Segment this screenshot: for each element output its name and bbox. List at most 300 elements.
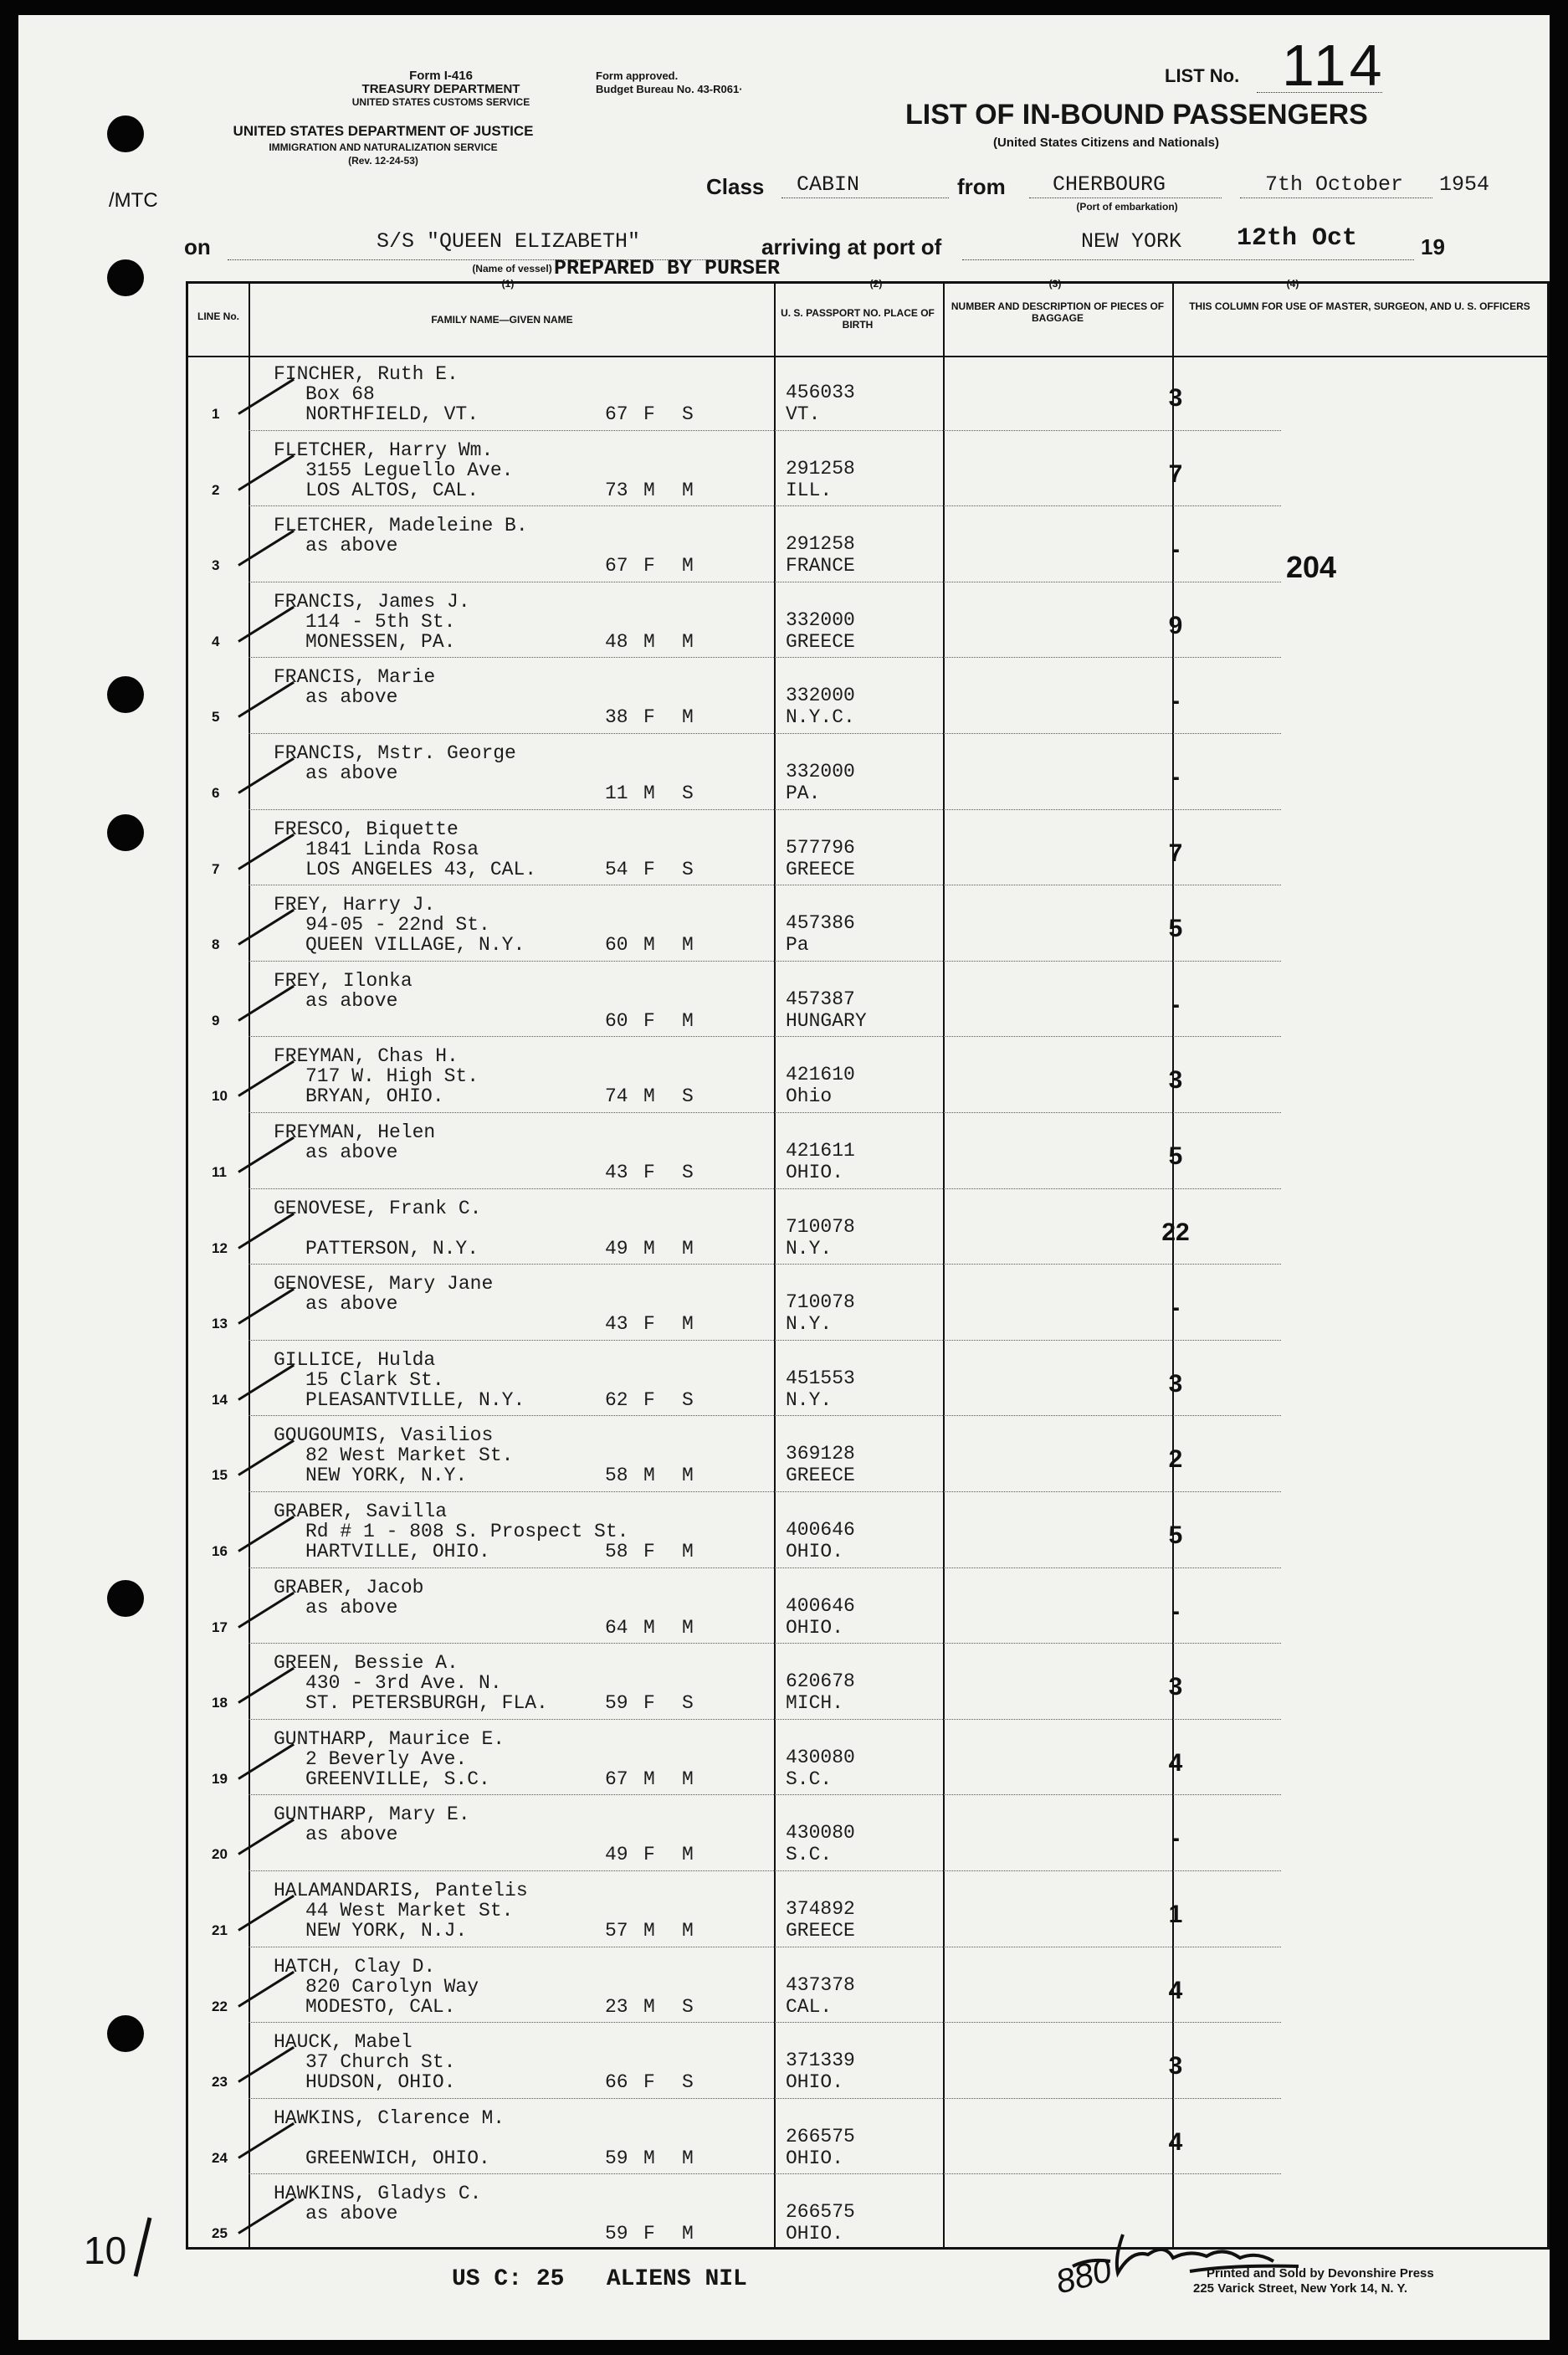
- address-line-1: 2 Beverly Ave.: [305, 1747, 468, 1770]
- age-sex-status: [605, 2147, 720, 2170]
- passport-number: 451553: [786, 1367, 855, 1389]
- address-line-2: QUEEN VILLAGE, N.Y.: [305, 934, 525, 957]
- birthplace: Pa: [786, 934, 809, 957]
- table-row: [188, 1038, 1547, 1114]
- age-sex-status: [605, 479, 720, 502]
- baggage-count: 7: [1168, 459, 1183, 488]
- passenger-name: FRANCIS, Mstr. George: [274, 742, 516, 764]
- birthplace: GREECE: [786, 1920, 855, 1942]
- vessel-caption: (Name of vessel): [472, 263, 552, 274]
- address-line-1: as above: [305, 989, 398, 1012]
- age: 67: [605, 1768, 628, 1790]
- table-row: [188, 1644, 1547, 1721]
- table-row: [188, 1417, 1547, 1493]
- baggage-count: -: [1171, 1597, 1180, 1625]
- sex: F: [643, 403, 655, 425]
- baggage-count: 4: [1168, 1748, 1183, 1777]
- age-sex-status: [605, 1691, 720, 1715]
- marital-status: M: [682, 1616, 694, 1639]
- address-line-1: as above: [305, 1142, 398, 1163]
- col-baggage: NUMBER AND DESCRIPTION OF PIECES OF BAGGAGE: [951, 300, 1165, 324]
- address-line-2: ST. PETERSBURGH, FLA.: [305, 1692, 548, 1715]
- line-number: 22: [212, 1998, 228, 2014]
- birthplace: OHIO.: [786, 2147, 844, 2169]
- birthplace: FRANCE: [786, 555, 855, 577]
- line-number: 19: [212, 1770, 228, 1787]
- punch-hole: [107, 1580, 144, 1617]
- age: 54: [605, 858, 628, 880]
- age-sex-status: [605, 1464, 720, 1487]
- marital-status: M: [682, 2147, 694, 2169]
- sex: M: [643, 1085, 655, 1108]
- passenger-name: FRESCO, Biquette: [274, 818, 459, 840]
- handwritten-number: 880: [1052, 2251, 1115, 2301]
- address-line-1: as above: [305, 1824, 398, 1846]
- sex: F: [643, 706, 655, 729]
- address-line-2: GREENWICH, OHIO.: [305, 2147, 490, 2169]
- printer-line: Printed and Sold by Devonshire Press: [1207, 2266, 1434, 2281]
- address-line-1: as above: [305, 762, 398, 784]
- marital-status: M: [682, 1009, 694, 1032]
- passenger-name: HALAMANDARIS, Pantelis: [274, 1880, 528, 1901]
- age: 59: [605, 2147, 628, 2169]
- age-sex-status: [605, 1768, 720, 1791]
- age-sex-status: [605, 1616, 720, 1639]
- line-number: 3: [212, 557, 220, 574]
- age: 38: [605, 706, 628, 729]
- passenger-name: HAWKINS, Gladys C.: [274, 2183, 482, 2205]
- age: 11: [605, 782, 628, 804]
- age: 60: [605, 1009, 628, 1032]
- line-number: 25: [212, 2225, 228, 2242]
- col-mark-4: (4): [1286, 278, 1299, 290]
- passenger-name: GRABER, Savilla: [274, 1501, 448, 1522]
- table-row: [188, 2175, 1547, 2251]
- age-sex-status: [605, 630, 720, 654]
- margin-slash: [120, 2214, 162, 2281]
- address-line-1: 37 Church St.: [305, 2051, 456, 2074]
- table-row: [188, 1872, 1547, 1948]
- age: 57: [605, 1920, 628, 1942]
- age: 64: [605, 1616, 628, 1639]
- marital-status: S: [682, 1692, 694, 1715]
- table-row: [188, 507, 1547, 583]
- passenger-name: FREY, Ilonka: [274, 969, 412, 992]
- sex: F: [643, 555, 655, 577]
- line-number: 10: [212, 1088, 228, 1105]
- address-line-2: MODESTO, CAL.: [305, 1995, 456, 2018]
- age: 23: [605, 1995, 628, 2018]
- address-line-1: 82 West Market St.: [305, 1444, 514, 1467]
- birthplace: OHIO.: [786, 1616, 844, 1639]
- document-title: LIST OF IN-BOUND PASSENGERS: [905, 99, 1368, 131]
- age: 59: [605, 1692, 628, 1715]
- passport-number: 620678: [786, 1670, 855, 1693]
- passport-number: 332000: [786, 608, 855, 631]
- baggage-count: 4: [1168, 2127, 1183, 2156]
- form-number: Form I-416: [409, 69, 473, 83]
- birthplace: CAL.: [786, 1995, 833, 2018]
- age-sex-status: [605, 1161, 720, 1184]
- age: 62: [605, 1388, 628, 1411]
- sex: M: [643, 782, 655, 804]
- address-line-1: 430 - 3rd Ave. N.: [305, 1672, 502, 1695]
- sex: F: [643, 1313, 655, 1336]
- age-sex-status: [605, 403, 720, 426]
- punch-hole: [107, 259, 144, 296]
- table-row: [188, 2100, 1547, 2176]
- baggage-count: 3: [1168, 384, 1183, 412]
- sex: M: [643, 479, 655, 501]
- birthplace: N.Y.C.: [786, 706, 855, 729]
- address-line-2: NEW YORK, N.Y.: [305, 1465, 468, 1487]
- table-row: [188, 1265, 1547, 1342]
- passport-number: 457387: [786, 988, 855, 1010]
- age-sex-status: [605, 1540, 720, 1563]
- age-sex-status: [605, 2070, 720, 2094]
- marital-status: S: [682, 1388, 694, 1411]
- table-header: [188, 284, 1547, 357]
- sex: F: [643, 1692, 655, 1715]
- address-line-1: 94-05 - 22nd St.: [305, 914, 490, 936]
- marital-status: M: [682, 479, 694, 501]
- age: 58: [605, 1465, 628, 1487]
- birthplace: HUNGARY: [786, 1009, 867, 1032]
- birthplace: S.C.: [786, 1844, 833, 1866]
- baggage-count: -: [1171, 990, 1180, 1018]
- baggage-count: 9: [1168, 611, 1183, 639]
- birthplace: S.C.: [786, 1768, 833, 1790]
- address-line-2: PLEASANTVILLE, N.Y.: [305, 1388, 525, 1411]
- line-number: 13: [212, 1316, 228, 1332]
- col-mark-2: (2): [869, 278, 883, 290]
- line-number: 8: [212, 936, 220, 953]
- col-mark-3: (3): [1048, 278, 1062, 290]
- address-line-1: as above: [305, 535, 398, 557]
- sex: M: [643, 1920, 655, 1942]
- baggage-count: -: [1171, 536, 1180, 564]
- baggage-count: 5: [1168, 1521, 1183, 1549]
- address-line-1: as above: [305, 2203, 398, 2225]
- table-row: [188, 735, 1547, 811]
- sex: M: [643, 1616, 655, 1639]
- table-row: [188, 356, 1547, 432]
- address-line-1: 717 W. High St.: [305, 1065, 479, 1088]
- address-line-2: BRYAN, OHIO.: [305, 1085, 444, 1108]
- sex: M: [643, 1465, 655, 1487]
- age: 74: [605, 1085, 628, 1108]
- address-line-1: 44 West Market St.: [305, 1900, 514, 1921]
- punch-hole: [107, 115, 144, 152]
- passport-number: 421610: [786, 1064, 855, 1086]
- manifest-page: [18, 15, 1550, 2340]
- table-row: [188, 962, 1547, 1039]
- passport-number: 577796: [786, 836, 855, 859]
- departure-year: 1954: [1439, 172, 1490, 197]
- passenger-name: FREYMAN, Helen: [274, 1121, 436, 1143]
- passport-number: 421611: [786, 1140, 855, 1162]
- baggage-count: 5: [1168, 1142, 1183, 1170]
- arrival-date: 12th Oct: [1237, 224, 1358, 253]
- age-sex-status: [605, 933, 720, 957]
- birthplace: OHIO.: [786, 1162, 844, 1183]
- passport-number: 266575: [786, 2201, 855, 2224]
- prepared-by: PREPARED BY PURSER: [554, 256, 781, 280]
- sex: F: [643, 1388, 655, 1411]
- age: 58: [605, 1541, 628, 1562]
- age-sex-status: [605, 554, 720, 577]
- marital-status: S: [682, 858, 694, 880]
- sex: F: [643, 1541, 655, 1562]
- age-sex-status: [605, 1388, 720, 1412]
- age: 49: [605, 1237, 628, 1260]
- birthplace: VT.: [786, 403, 821, 425]
- col-line-no: LINE No.: [197, 310, 239, 322]
- marital-status: M: [682, 1920, 694, 1942]
- baggage-count: 3: [1168, 2052, 1183, 2081]
- marital-status: M: [682, 1541, 694, 1562]
- address-line-1: 820 Carolyn Way: [305, 1975, 479, 1998]
- punch-hole: [107, 676, 144, 713]
- margin-note: /MTC: [109, 189, 158, 212]
- birthplace: OHIO.: [786, 2071, 844, 2094]
- sex: F: [643, 2223, 655, 2245]
- baggage-count: -: [1171, 687, 1180, 716]
- col-passport: U. S. PASSPORT NO. PLACE OF BIRTH: [781, 307, 935, 331]
- age: 49: [605, 1844, 628, 1866]
- col-mark-1: (1): [501, 278, 515, 290]
- table-row: [188, 2024, 1547, 2100]
- table-row: [188, 1190, 1547, 1266]
- marital-status: S: [682, 2071, 694, 2094]
- officer-note: 204: [1286, 550, 1337, 584]
- line-number: 6: [212, 785, 220, 801]
- age: 66: [605, 2071, 628, 2094]
- address-line-1: 3155 Leguello Ave.: [305, 459, 514, 481]
- baggage-count: 2: [1168, 1445, 1183, 1474]
- departure-date: 7th October: [1265, 172, 1404, 197]
- marital-status: S: [682, 1995, 694, 2018]
- passenger-name: GOUGOUMIS, Vasilios: [274, 1424, 494, 1447]
- passport-number: 710078: [786, 1215, 855, 1238]
- passenger-name: FLETCHER, Harry Wm.: [274, 439, 494, 461]
- line-number: 15: [212, 1467, 228, 1484]
- birthplace: N.Y.: [786, 1237, 833, 1260]
- baggage-count: 5: [1168, 915, 1183, 943]
- col-officers: THIS COLUMN FOR USE OF MASTER, SURGEON, AND U. S. OFFICERS: [1189, 300, 1530, 312]
- marital-status: S: [682, 403, 694, 425]
- baggage-count: 1: [1168, 1901, 1183, 1928]
- punch-hole: [107, 814, 144, 851]
- birthplace: GREECE: [786, 858, 855, 880]
- passenger-name: GENOVESE, Mary Jane: [274, 1273, 494, 1296]
- budget-bureau: Budget Bureau No. 43-R061·: [596, 83, 743, 95]
- on-label: on: [184, 234, 211, 259]
- line-number: 5: [212, 709, 220, 726]
- passenger-name: FRANCIS, Marie: [274, 666, 436, 689]
- passenger-name: HAWKINS, Clarence M.: [274, 2106, 505, 2129]
- line-number: 9: [212, 1012, 220, 1029]
- marital-status: M: [682, 555, 694, 577]
- age: 43: [605, 1313, 628, 1336]
- passport-number: 291258: [786, 457, 855, 480]
- document-subtitle: (United States Citizens and Nationals): [992, 136, 1220, 150]
- passenger-name: FLETCHER, Madeleine B.: [274, 515, 528, 537]
- line-number: 7: [212, 860, 220, 877]
- birthplace: GREECE: [786, 1465, 855, 1487]
- table-row: [188, 811, 1547, 887]
- sex: M: [643, 1768, 655, 1790]
- sex: F: [643, 2071, 655, 2094]
- address-line-1: 114 - 5th St.: [305, 610, 456, 633]
- sex: M: [643, 1995, 655, 2018]
- baggage-count: -: [1171, 1824, 1180, 1853]
- marital-status: M: [682, 706, 694, 729]
- age-sex-status: [605, 1085, 720, 1108]
- address-line-2: LOS ALTOS, CAL.: [305, 479, 479, 501]
- age-sex-status: [605, 1237, 720, 1260]
- address-line-1: as above: [305, 1596, 398, 1619]
- passport-number: 374892: [786, 1898, 855, 1920]
- line-number: 24: [212, 2149, 228, 2166]
- line-number: 11: [212, 1164, 227, 1180]
- table-row: [188, 1721, 1547, 1797]
- treasury-dept: TREASURY DEPARTMENT: [361, 82, 520, 96]
- address-line-2: PATTERSON, N.Y.: [305, 1237, 479, 1260]
- table-row: [188, 1796, 1547, 1872]
- address-line-2: LOS ANGELES 43, CAL.: [305, 858, 537, 880]
- table-row: [188, 432, 1547, 508]
- passport-number: 266575: [786, 2125, 855, 2147]
- marital-status: M: [682, 1768, 694, 1790]
- passport-number: 710078: [786, 1291, 855, 1314]
- vessel-name: S/S "QUEEN ELIZABETH": [377, 229, 641, 254]
- table-row: [188, 1342, 1547, 1418]
- margin-mark: 10: [84, 2229, 127, 2272]
- baggage-count: 22: [1161, 1218, 1190, 1246]
- customs-service: UNITED STATES CUSTOMS SERVICE: [351, 96, 530, 108]
- birthplace: PA.: [786, 782, 821, 804]
- list-number: 114: [1282, 33, 1386, 98]
- class-value: CABIN: [797, 172, 860, 197]
- passport-number: 369128: [786, 1443, 855, 1465]
- birthplace: OHIO.: [786, 1541, 844, 1562]
- address-line-2: HUDSON, OHIO.: [305, 2071, 456, 2094]
- line-number: 18: [212, 1695, 228, 1711]
- arriving-label: arriving at port of: [761, 234, 942, 259]
- age-sex-status: [605, 782, 720, 805]
- table-row: [188, 1948, 1547, 2024]
- sex: M: [643, 934, 655, 957]
- baggage-count: 3: [1168, 1066, 1183, 1095]
- sex: F: [643, 1009, 655, 1032]
- address-line-1: Box 68: [305, 383, 375, 405]
- embarkation-port: CHERBOURG: [1053, 172, 1166, 197]
- age-sex-status: [605, 1995, 720, 2019]
- age-sex-status: [605, 1919, 720, 1942]
- passenger-name: HAUCK, Mabel: [274, 2031, 412, 2054]
- passenger-name: GILLICE, Hulda: [274, 1348, 436, 1371]
- passport-number: 456033: [786, 382, 855, 403]
- line-number: 2: [212, 481, 220, 498]
- from-label: from: [957, 174, 1006, 199]
- address-line-1: as above: [305, 686, 398, 709]
- passenger-name: GUNTHARP, Maurice E.: [274, 1727, 505, 1750]
- arrival-port: NEW YORK: [1081, 229, 1182, 254]
- table-row: [188, 886, 1547, 962]
- passenger-name: GENOVESE, Frank C.: [274, 1197, 482, 1219]
- marital-status: S: [682, 1162, 694, 1183]
- address-line-1: Rd # 1 - 808 S. Prospect St.: [305, 1521, 629, 1542]
- age: 60: [605, 934, 628, 957]
- age-sex-status: [605, 1843, 720, 1866]
- address-line-1: as above: [305, 1293, 398, 1316]
- line-number: 20: [212, 1846, 228, 1863]
- birthplace: Ohio: [786, 1085, 833, 1108]
- revision-date: (Rev. 12-24-53): [348, 155, 418, 167]
- age-sex-status: [605, 858, 720, 881]
- line-number: 1: [212, 406, 220, 422]
- age: 67: [605, 403, 628, 425]
- marital-status: M: [682, 1237, 694, 1260]
- passenger-name: HATCH, Clay D.: [274, 1955, 436, 1978]
- line-number: 17: [212, 1619, 228, 1635]
- sex: M: [643, 1237, 655, 1260]
- passport-number: 400646: [786, 1594, 855, 1617]
- baggage-count: 3: [1168, 1673, 1183, 1701]
- col-name: FAMILY NAME—GIVEN NAME: [431, 314, 573, 326]
- passport-number: 332000: [786, 685, 855, 707]
- marital-status: M: [682, 1844, 694, 1866]
- passport-number: 332000: [786, 761, 855, 782]
- sex: F: [643, 858, 655, 880]
- line-number: 23: [212, 2074, 228, 2091]
- passport-number: 371339: [786, 2050, 855, 2072]
- line-number: 12: [212, 1239, 228, 1256]
- age-sex-status: [605, 1009, 720, 1033]
- age: 48: [605, 630, 628, 653]
- marital-status: M: [682, 1313, 694, 1336]
- birthplace: GREECE: [786, 630, 855, 653]
- age: 43: [605, 1162, 628, 1183]
- marital-status: S: [682, 1085, 694, 1108]
- passport-number: 291258: [786, 533, 855, 556]
- passport-number: 430080: [786, 1746, 855, 1768]
- table-row: [188, 1493, 1547, 1569]
- birthplace: N.Y.: [786, 1313, 833, 1336]
- address-line-1: 1841 Linda Rosa: [305, 838, 479, 860]
- marital-status: M: [682, 2223, 694, 2245]
- birthplace: ILL.: [786, 479, 833, 501]
- port-caption: (Port of embarkation): [1076, 201, 1178, 213]
- baggage-count: -: [1171, 763, 1180, 791]
- sex: F: [643, 1162, 655, 1183]
- line-number: 16: [212, 1543, 228, 1559]
- age: 67: [605, 555, 628, 577]
- age: 59: [605, 2223, 628, 2245]
- address-line-1: 15 Clark St.: [305, 1368, 444, 1391]
- printer-address: 225 Varick Street, New York 14, N. Y.: [1193, 2281, 1407, 2296]
- passenger-name: GUNTHARP, Mary E.: [274, 1803, 470, 1826]
- passenger-name: GRABER, Jacob: [274, 1576, 424, 1598]
- marital-status: M: [682, 630, 694, 653]
- passenger-table: [186, 281, 1550, 2250]
- baggage-count: -: [1171, 1294, 1180, 1322]
- marital-status: S: [682, 782, 694, 804]
- passenger-name: FRANCIS, James J.: [274, 590, 470, 613]
- sex: F: [643, 1844, 655, 1866]
- table-row: [188, 1569, 1547, 1645]
